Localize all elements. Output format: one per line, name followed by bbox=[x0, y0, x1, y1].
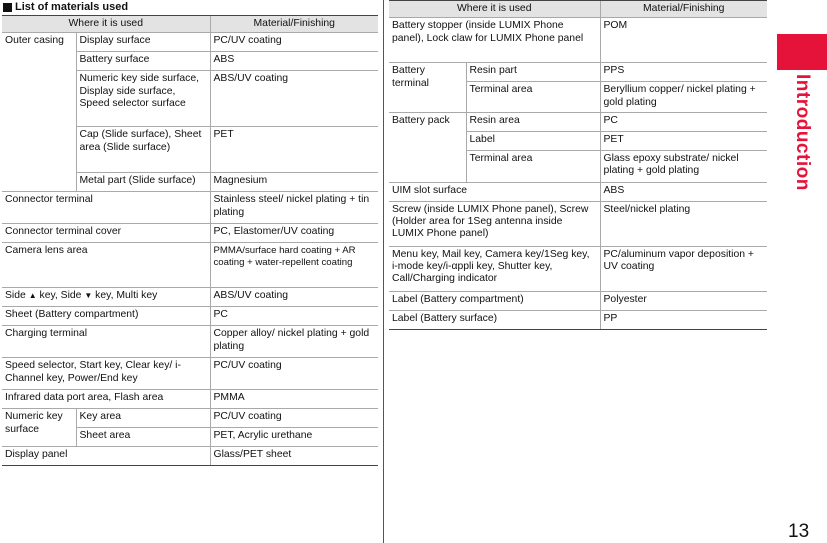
material-cell: PC/UV coating bbox=[210, 409, 378, 428]
part-cell: Label bbox=[466, 132, 600, 150]
table-row bbox=[2, 326, 378, 358]
part-cell: Speed selector, Start key, Clear key/ i-Channel key, Power/End key bbox=[2, 358, 210, 390]
part-cell: Display panel bbox=[2, 447, 210, 466]
table-row bbox=[2, 288, 378, 307]
table-row bbox=[2, 358, 378, 390]
part-cell: Menu key, Mail key, Camera key/1Seg key, i-mode key/i-αppli key, Shutter key, Call/Charging indicator bbox=[389, 246, 600, 291]
material-cell: ABS bbox=[600, 182, 767, 201]
square-bullet-icon bbox=[3, 3, 12, 12]
material-cell: PET, Acrylic urethane bbox=[210, 428, 378, 447]
material-cell: Magnesium bbox=[210, 173, 378, 192]
material-cell: PMMA/surface hard coating + AR coating + water-repellent coating bbox=[210, 243, 378, 288]
material-cell: PC, Elastomer/UV coating bbox=[210, 224, 378, 243]
table-row bbox=[2, 243, 378, 288]
group-battery-terminal: Battery terminal bbox=[389, 63, 466, 113]
material-cell: POM bbox=[600, 18, 767, 63]
column-divider bbox=[383, 0, 384, 543]
side-section-label-text: Introduction bbox=[792, 73, 814, 191]
section-tab-marker bbox=[777, 34, 827, 70]
material-cell: Glass epoxy substrate/ nickel plating + gold plating bbox=[600, 150, 767, 182]
header-where: Where it is used bbox=[389, 1, 600, 18]
part-cell: Cap (Slide surface), Sheet area (Slide surface) bbox=[76, 127, 210, 173]
part-cell: Camera lens area bbox=[2, 243, 210, 288]
material-cell: Glass/PET sheet bbox=[210, 447, 378, 466]
table-row bbox=[2, 224, 378, 243]
material-cell: PC/UV coating bbox=[210, 33, 378, 52]
material-cell: PET bbox=[210, 127, 378, 173]
part-cell: Screw (inside LUMIX Phone panel), Screw (Holder area for 1Seg antenna inside LUMIX Phone panel) bbox=[389, 201, 600, 246]
table-row bbox=[389, 182, 767, 201]
triangle-down-icon: ▼ bbox=[84, 291, 93, 301]
material-cell: Stainless steel/ nickel plating + tin plating bbox=[210, 192, 378, 224]
part-cell bbox=[2, 288, 210, 307]
table-row bbox=[2, 447, 378, 466]
material-cell: Beryllium copper/ nickel plating + gold plating bbox=[600, 82, 767, 113]
part-cell: Sheet (Battery compartment) bbox=[2, 307, 210, 326]
header-material: Material/Finishing bbox=[210, 16, 378, 33]
part-cell: Sheet area bbox=[76, 428, 210, 447]
table-row bbox=[389, 63, 767, 82]
material-cell: PC/aluminum vapor deposition + UV coating bbox=[600, 246, 767, 291]
header-material: Material/Finishing bbox=[600, 1, 767, 18]
part-cell: Label (Battery compartment) bbox=[389, 291, 600, 310]
header-where: Where it is used bbox=[2, 16, 210, 33]
material-cell: Steel/nickel plating bbox=[600, 201, 767, 246]
materials-table-right bbox=[389, 0, 767, 330]
material-cell: Copper alloy/ nickel plating + gold plating bbox=[210, 326, 378, 358]
table-row bbox=[389, 291, 767, 310]
material-cell: PC/UV coating bbox=[210, 358, 378, 390]
part-cell: Terminal area bbox=[466, 150, 600, 182]
part-cell: Label (Battery surface) bbox=[389, 310, 600, 329]
part-cell: Resin part bbox=[466, 63, 600, 82]
section-title bbox=[3, 1, 128, 13]
group-battery-pack: Battery pack bbox=[389, 113, 466, 182]
material-cell: Polyester bbox=[600, 291, 767, 310]
table-row bbox=[389, 201, 767, 246]
part-cell: Numeric key side surface, Display side surface, Speed selector surface bbox=[76, 71, 210, 127]
table-row bbox=[2, 33, 378, 52]
table-row bbox=[2, 307, 378, 326]
part-cell: Terminal area bbox=[466, 82, 600, 113]
part-cell: Charging terminal bbox=[2, 326, 210, 358]
part-cell: UIM slot surface bbox=[389, 182, 600, 201]
table-row bbox=[389, 18, 767, 63]
material-cell: PMMA bbox=[210, 390, 378, 409]
side-section-label bbox=[777, 72, 827, 192]
part-cell: Metal part (Slide surface) bbox=[76, 173, 210, 192]
table-row bbox=[2, 390, 378, 409]
material-cell: ABS/UV coating bbox=[210, 288, 378, 307]
table-row bbox=[2, 192, 378, 224]
section-title-text: List of materials used bbox=[15, 1, 129, 13]
material-cell: PP bbox=[600, 310, 767, 329]
part-cell: Infrared data port area, Flash area bbox=[2, 390, 210, 409]
material-cell: PC bbox=[210, 307, 378, 326]
part-cell: Battery stopper (inside LUMIX Phone panel), Lock claw for LUMIX Phone panel bbox=[389, 18, 600, 63]
part-cell: Display surface bbox=[76, 33, 210, 52]
material-cell: ABS bbox=[210, 52, 378, 71]
materials-table-left bbox=[2, 15, 378, 466]
material-cell: PPS bbox=[600, 63, 767, 82]
table-row bbox=[2, 409, 378, 428]
part-cell: Key area bbox=[76, 409, 210, 428]
table-header-row bbox=[2, 16, 378, 33]
page-number: 13 bbox=[788, 521, 810, 542]
table-header-row bbox=[389, 1, 767, 18]
triangle-up-icon: ▲ bbox=[28, 291, 37, 301]
table-row bbox=[389, 113, 767, 132]
part-cell: Connector terminal cover bbox=[2, 224, 210, 243]
side-key-text: Side bbox=[5, 290, 29, 302]
group-outer-casing: Outer casing bbox=[2, 33, 76, 192]
side-key-text: key, Side bbox=[36, 290, 85, 302]
material-cell: PET bbox=[600, 132, 767, 150]
part-cell: Battery surface bbox=[76, 52, 210, 71]
part-cell: Connector terminal bbox=[2, 192, 210, 224]
table-row bbox=[389, 246, 767, 291]
side-key-text: key, Multi key bbox=[92, 290, 158, 302]
table-row bbox=[389, 310, 767, 329]
group-numeric-key-surface: Numeric key surface bbox=[2, 409, 76, 447]
material-cell: PC bbox=[600, 113, 767, 132]
material-cell: ABS/UV coating bbox=[210, 71, 378, 127]
part-cell: Resin area bbox=[466, 113, 600, 132]
